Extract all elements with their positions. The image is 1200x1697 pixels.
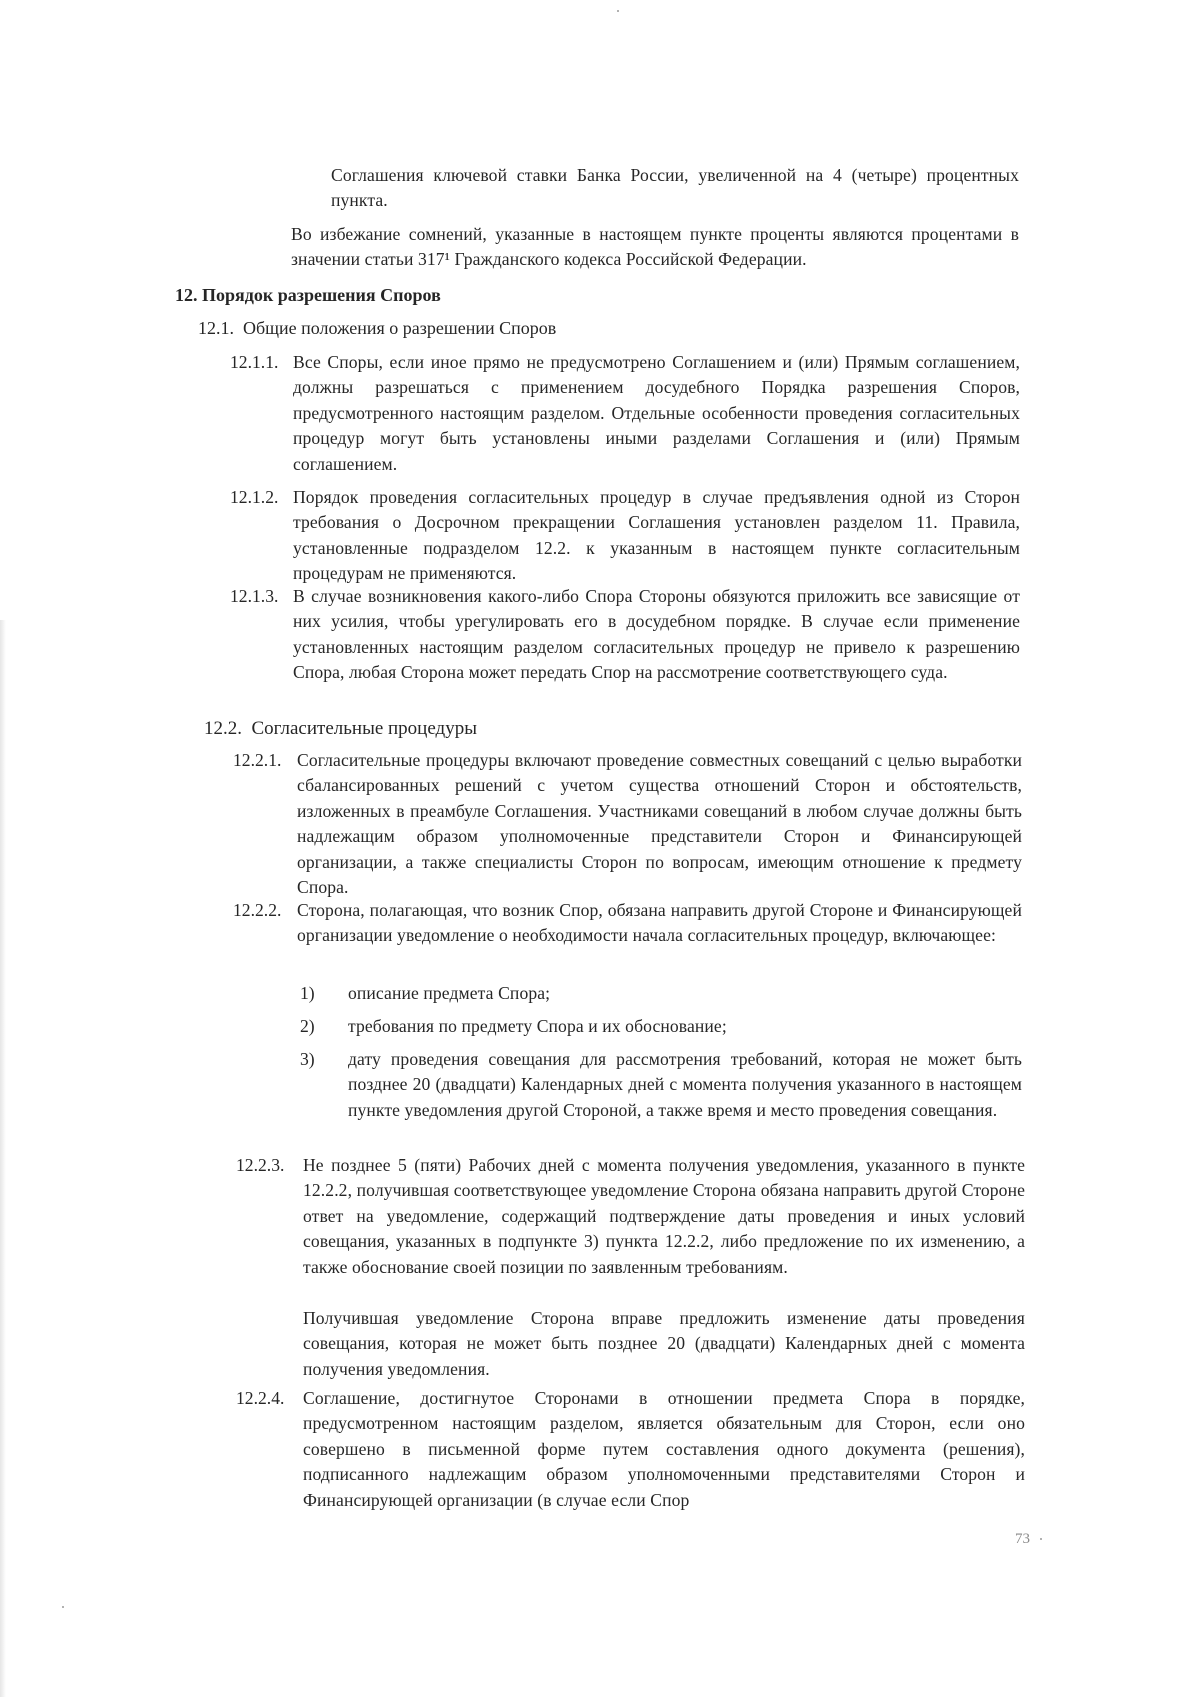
clause-number-12-2-2: 12.2.2. bbox=[233, 900, 282, 920]
clause-number-12-2-1: 12.2.1. bbox=[233, 750, 282, 770]
clause-number-12-2-4: 12.2.4. bbox=[236, 1388, 285, 1408]
clause-text-12-2-4: Соглашение, достигнутое Сторонами в отношении предмета Спора в порядке, предусмотренном настоящим разделом, является обязательным для Сторон, если оно совершено в письменной форме путем составления одного документа (решения), подписанного надлежащим образом уполномоченными представителями Сторон и Финансирующей организации (в случае если Спор bbox=[303, 1388, 1025, 1510]
list-item-text: описание предмета Спора; bbox=[348, 983, 551, 1003]
paragraph-carryover: Соглашения ключевой ставки Банка России, увеличенной на 4 (четыре) процентных пункта. bbox=[331, 165, 1019, 211]
scan-edge-shadow bbox=[0, 620, 6, 1697]
list-item-number: 2) bbox=[300, 1016, 315, 1036]
clause-text-12-2-3: Не позднее 5 (пяти) Рабочих дней с момента получения уведомления, указанного в пункте 12.2.2, получившая соответствующее уведомление Сторона обязана направить другой Стороне ответ на уведомление, содержащий подтверждение даты проведения и иных условий совещания, указанных в подпункте 3) пункта 12.2.2, либо предложение по их изменению, а также обоснование своей позиции по заявленным требованиям. bbox=[303, 1155, 1025, 1277]
section-title: Порядок разрешения Споров bbox=[202, 285, 441, 305]
paragraph-interest-note: Во избежание сомнений, указанные в настоящем пункте проценты являются процентами в значении статьи 317¹ Гражданского кодекса Российской Федерации. bbox=[291, 224, 1019, 270]
clause-extra-12-2-3: Получившая уведомление Сторона вправе предложить изменение даты проведения совещания, которая не может быть позднее 20 (двадцати) Календарных дней с момента получения уведомления. bbox=[303, 1308, 1025, 1379]
subsection-heading-12-2 bbox=[204, 716, 477, 742]
clause-text-12-1-1: Все Споры, если иное прямо не предусмотрено Соглашением и (или) Прямым соглашением, должны разрешаться с применением досудебного Порядка разрешения Споров, предусмотренного настоящим разделом. Отдельные особенности проведения согласительных процедур могут быть установлены иными разделами Соглашения и (или) Прямым соглашением. bbox=[293, 352, 1020, 474]
list-item-text: дату проведения совещания для рассмотрения требований, которая не может быть позднее 20 (двадцати) Календарных дней с момента получения указанного в настоящем пункте уведомления другой Стороной, а также время и место проведения совещания. bbox=[348, 1049, 1022, 1120]
subsection-number: 12.2. bbox=[204, 718, 242, 739]
scan-speck bbox=[62, 1606, 64, 1608]
clause-number-12-2-3: 12.2.3. bbox=[236, 1155, 285, 1175]
list-item-number: 3) bbox=[300, 1049, 315, 1069]
subsection-title: Общие положения о разрешении Споров bbox=[243, 318, 557, 338]
subsection-heading-12-1 bbox=[198, 315, 556, 341]
section-heading bbox=[175, 282, 441, 308]
clause-text-12-1-2: Порядок проведения согласительных процедур в случае предъявления одной из Сторон требования о Досрочном прекращении Соглашения установлен разделом 11. Правила, установленные подразделом 12.2. к указанным в настоящем пункте согласительным процедурам не применяются. bbox=[293, 487, 1020, 584]
clause-number-12-1-3: 12.1.3. bbox=[230, 586, 279, 606]
scan-speck bbox=[1040, 1538, 1042, 1540]
section-number: 12. bbox=[175, 285, 198, 305]
subsection-number: 12.1. bbox=[198, 318, 234, 338]
list-item-number: 1) bbox=[300, 983, 315, 1003]
clause-text-12-2-2: Сторона, полагающая, что возник Спор, обязана направить другой Стороне и Финансирующей организации уведомление о необходимости начала согласительных процедур, включающее: bbox=[297, 900, 1022, 946]
list-item-text: требования по предмету Спора и их обоснование; bbox=[348, 1016, 727, 1036]
clause-text-12-1-3: В случае возникновения какого-либо Спора Стороны обязуются приложить все зависящие от них усилия, чтобы урегулировать его в досудебном порядке. В случае если применение установленных настоящим разделом согласительных процедур не привело к разрешению Спора, любая Сторона может передать Спор на рассмотрение соответствующего суда. bbox=[293, 586, 1020, 683]
subsection-title: Согласительные процедуры bbox=[251, 718, 477, 739]
clause-number-12-1-1: 12.1.1. bbox=[230, 352, 279, 372]
page-number: 73 bbox=[1015, 1531, 1030, 1547]
clause-number-12-1-2: 12.1.2. bbox=[230, 487, 279, 507]
scan-speck bbox=[617, 10, 619, 12]
clause-text-12-2-1: Согласительные процедуры включают проведение совместных совещаний с целью выработки сбалансированных решений с учетом существа отношений Сторон и обстоятельств, изложенных в преамбуле Соглашения. Участниками совещаний в любом случае должны быть надлежащим образом уполномоченные представители Сторон и Финансирующей организации, а также специалисты Сторон по вопросам, имеющим отношение к предмету Спора. bbox=[297, 750, 1022, 898]
